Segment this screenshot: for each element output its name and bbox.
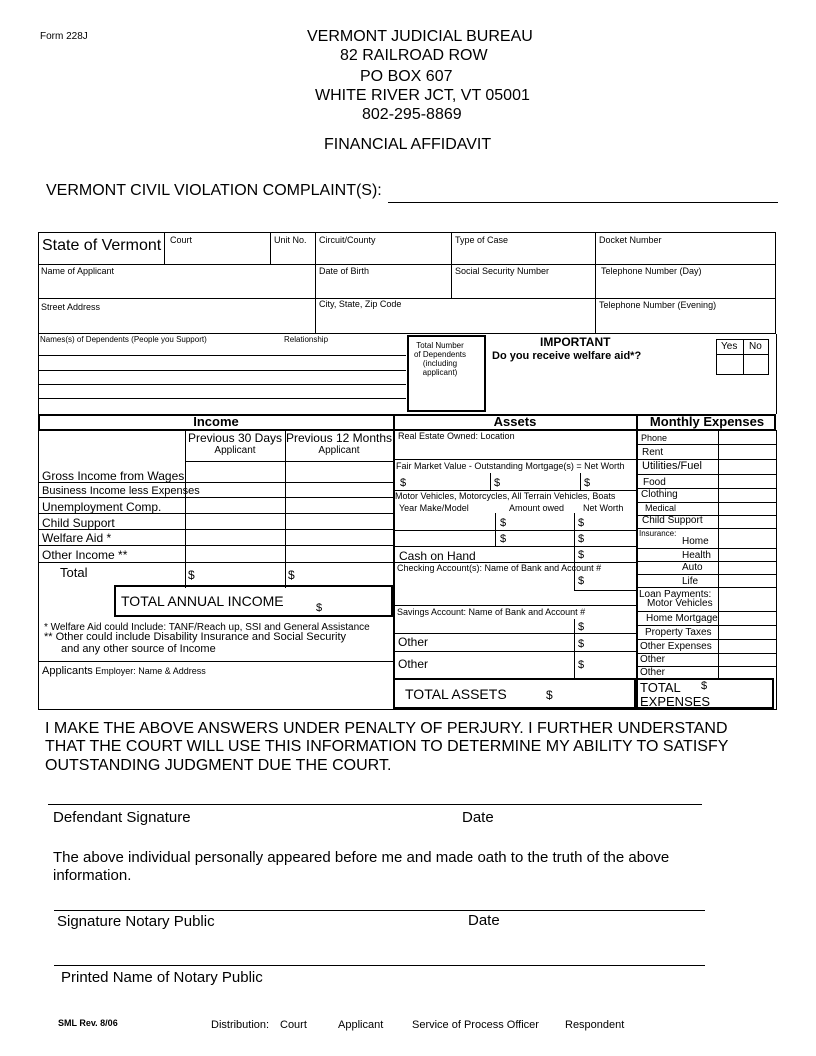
bureau-address-line3: WHITE RIVER JCT, VT 05001 bbox=[315, 87, 530, 104]
dependent-line[interactable] bbox=[38, 398, 406, 399]
dependent-line[interactable] bbox=[38, 370, 406, 371]
total-annual-income-dollar: $ bbox=[316, 602, 323, 614]
vehicles-label: Motor Vehicles, Motorcycles, All Terrain Vehicles, Boats bbox=[395, 491, 616, 501]
court-field[interactable]: Court bbox=[170, 235, 193, 245]
distribution-court: Court bbox=[280, 1019, 307, 1031]
expense-phone: Phone bbox=[641, 433, 668, 443]
date-of-birth-field[interactable]: Date of Birth bbox=[319, 266, 370, 276]
monthly-expenses-heading: Monthly Expenses bbox=[649, 414, 765, 429]
other-income-note-cont: and any other source of Income bbox=[61, 643, 216, 655]
income-col2-header: Previous 12 Months bbox=[285, 431, 393, 445]
expense-medical: Medical bbox=[645, 503, 677, 513]
welfare-note: * Welfare Aid could Include: TANF/Reach up, SSI and General Assistance bbox=[44, 622, 370, 633]
other-asset-2-label: Other bbox=[398, 657, 429, 671]
important-label: IMPORTANT bbox=[540, 335, 611, 349]
defendant-signature-label: Defendant Signature bbox=[53, 809, 191, 826]
no-checkbox[interactable]: No bbox=[749, 341, 762, 352]
expense-insurance-home: Home bbox=[682, 536, 709, 547]
bureau-phone: 802-295-8869 bbox=[362, 106, 462, 123]
unit-no-field[interactable]: Unit No. bbox=[274, 235, 307, 245]
outstanding-mortgage-field[interactable]: $ bbox=[494, 477, 501, 489]
savings-account-field[interactable]: $ bbox=[578, 621, 585, 633]
notary-signature-label: Signature Notary Public bbox=[57, 913, 215, 930]
expense-other-expenses: Other Expenses bbox=[640, 641, 712, 652]
income-row-child-support: Child Support bbox=[42, 516, 115, 530]
oath-statement-line-2: information. bbox=[53, 867, 132, 884]
other-asset-2-field[interactable]: $ bbox=[578, 659, 585, 671]
income-row-business: Business Income less Expenses bbox=[42, 485, 200, 497]
vehicle1-net-worth[interactable]: $ bbox=[578, 517, 585, 529]
expense-property-taxes: Property Taxes bbox=[645, 627, 712, 638]
assets-heading: Assets bbox=[493, 414, 537, 429]
notary-printed-name-line[interactable] bbox=[54, 965, 705, 966]
perjury-line-1: I MAKE THE ABOVE ANSWERS UNDER PENALTY OF PERJURY. I FURTHER UNDERSTAND bbox=[45, 720, 728, 737]
total-assets-label: TOTAL ASSETS bbox=[405, 686, 507, 702]
expense-motor-vehicles: Motor Vehicles bbox=[647, 598, 713, 609]
ssn-field[interactable]: Social Security Number bbox=[455, 266, 550, 276]
other-asset-1-label: Other bbox=[398, 635, 429, 649]
vehicle2-amount-owed[interactable]: $ bbox=[500, 533, 507, 545]
other-asset-1-field[interactable]: $ bbox=[578, 638, 585, 650]
expense-insurance-label: Insurance: bbox=[639, 529, 677, 538]
expense-child-support: Child Support bbox=[642, 515, 703, 526]
oath-statement-line-1: The above individual personally appeared before me and made oath to the truth of the above bbox=[53, 849, 670, 866]
complaint-input-line[interactable] bbox=[388, 202, 778, 203]
distribution-respondent: Respondent bbox=[565, 1019, 625, 1031]
street-address-field[interactable]: Street Address bbox=[41, 302, 101, 312]
checking-account-field[interactable]: $ bbox=[578, 575, 585, 587]
notary-printed-name-label: Printed Name of Notary Public bbox=[61, 969, 263, 986]
distribution-label: Distribution: bbox=[211, 1019, 270, 1031]
total-assets-dollar: $ bbox=[546, 688, 553, 702]
real-estate-field[interactable]: Real Estate Owned: Location bbox=[398, 431, 515, 441]
total-expenses-label-1: TOTAL bbox=[640, 680, 681, 695]
total-expenses-label-2: EXPENSES bbox=[640, 694, 711, 709]
income-row-unemployment: Unemployment Comp. bbox=[42, 500, 162, 514]
phone-evening-field[interactable]: Telephone Number (Evening) bbox=[599, 300, 717, 310]
state-label: State of Vermont bbox=[42, 237, 162, 254]
complaint-label: VERMONT CIVIL VIOLATION COMPLAINT(S): bbox=[46, 182, 382, 199]
income-col1-sub: Applicant bbox=[214, 445, 256, 456]
expense-rent: Rent bbox=[642, 447, 664, 458]
bureau-address-line2: PO BOX 607 bbox=[360, 68, 453, 85]
employer-field[interactable]: Applicants Employer: Name & Address bbox=[42, 665, 206, 677]
year-make-model-label: Year Make/Model bbox=[399, 503, 469, 513]
total-annual-income-label: TOTAL ANNUAL INCOME bbox=[121, 593, 284, 609]
dependent-line[interactable] bbox=[38, 355, 406, 356]
form-title: FINANCIAL AFFIDAVIT bbox=[324, 136, 492, 153]
docket-number-field[interactable]: Docket Number bbox=[599, 235, 662, 245]
income-heading: Income bbox=[193, 414, 239, 429]
cash-on-hand-field[interactable]: $ bbox=[578, 549, 585, 561]
notary-date-label: Date bbox=[468, 912, 500, 929]
income-total-30-days[interactable]: $ bbox=[188, 568, 195, 582]
expense-clothing: Clothing bbox=[641, 489, 678, 500]
yes-checkbox[interactable]: Yes bbox=[721, 341, 738, 352]
city-state-zip-field[interactable]: City, State, Zip Code bbox=[319, 299, 402, 309]
income-total-label: Total bbox=[60, 565, 88, 580]
income-row-welfare: Welfare Aid * bbox=[42, 531, 112, 545]
defendant-signature-line[interactable] bbox=[48, 804, 702, 805]
notary-signature-line[interactable] bbox=[54, 910, 705, 911]
expense-other-1: Other bbox=[640, 654, 666, 665]
expense-insurance-life: Life bbox=[682, 576, 699, 587]
expense-utilities: Utilities/Fuel bbox=[642, 460, 702, 472]
perjury-line-2: THAT THE COURT WILL USE THIS INFORMATION TO DETERMINE MY ABILITY TO SATISFY bbox=[45, 738, 729, 755]
fair-market-value-field[interactable]: $ bbox=[400, 477, 407, 489]
distribution-service-officer: Service of Process Officer bbox=[412, 1019, 539, 1031]
income-total-12-months[interactable]: $ bbox=[288, 568, 295, 582]
perjury-line-3: OUTSTANDING JUDGMENT DUE THE COURT. bbox=[45, 757, 392, 774]
type-of-case-field[interactable]: Type of Case bbox=[455, 235, 509, 245]
income-col2-sub: Applicant bbox=[318, 445, 360, 456]
expense-insurance-health: Health bbox=[682, 550, 711, 561]
bureau-name: VERMONT JUDICIAL BUREAU bbox=[307, 28, 533, 45]
expense-other-2: Other bbox=[640, 667, 666, 678]
welfare-question: Do you receive welfare aid*? bbox=[492, 350, 642, 362]
other-income-note: ** Other could include Disability Insurance and Social Security bbox=[44, 631, 347, 643]
dependents-names-label: Names(s) of Dependents (People you Support) bbox=[40, 335, 207, 344]
phone-day-field[interactable]: Telephone Number (Day) bbox=[601, 266, 702, 276]
savings-account-label: Savings Account: Name of Bank and Account # bbox=[397, 607, 586, 617]
relationship-label: Relationship bbox=[284, 335, 329, 344]
total-dependents-label: Total Number of Dependents (including applicant) bbox=[413, 341, 467, 377]
expense-insurance-auto: Auto bbox=[682, 562, 703, 573]
distribution-applicant: Applicant bbox=[338, 1019, 384, 1031]
form-number: Form 228J bbox=[40, 31, 88, 42]
revision-label: SML Rev. 8/06 bbox=[58, 1018, 118, 1028]
circuit-county-field[interactable]: Circuit/County bbox=[319, 235, 376, 245]
income-row-wages: Gross Income from Wages bbox=[42, 469, 185, 483]
applicant-name-field[interactable]: Name of Applicant bbox=[41, 266, 115, 276]
cash-on-hand-label: Cash on Hand bbox=[399, 549, 476, 563]
expense-food: Food bbox=[643, 477, 666, 488]
dependent-line[interactable] bbox=[38, 384, 406, 385]
expense-loan-payments-label: Loan Payments: bbox=[639, 589, 712, 600]
vehicle2-net-worth[interactable]: $ bbox=[578, 533, 585, 545]
vehicle1-amount-owed[interactable]: $ bbox=[500, 517, 507, 529]
vehicle-net-worth-label: Net Worth bbox=[583, 503, 624, 513]
fair-market-label: Fair Market Value - Outstanding Mortgage(s) = Net Worth bbox=[396, 461, 625, 471]
real-estate-net-worth-field[interactable]: $ bbox=[584, 477, 591, 489]
defendant-date-label: Date bbox=[462, 809, 494, 826]
income-row-other: Other Income ** bbox=[42, 548, 128, 562]
bureau-address-line1: 82 RAILROAD ROW bbox=[340, 47, 488, 64]
checking-account-label: Checking Account(s): Name of Bank and Account # bbox=[397, 563, 602, 573]
income-col1-header: Previous 30 Days bbox=[187, 431, 283, 445]
amount-owed-label: Amount owed bbox=[509, 503, 565, 513]
expense-home-mortgage: Home Mortgage bbox=[646, 613, 718, 624]
total-expenses-dollar: $ bbox=[701, 680, 708, 692]
